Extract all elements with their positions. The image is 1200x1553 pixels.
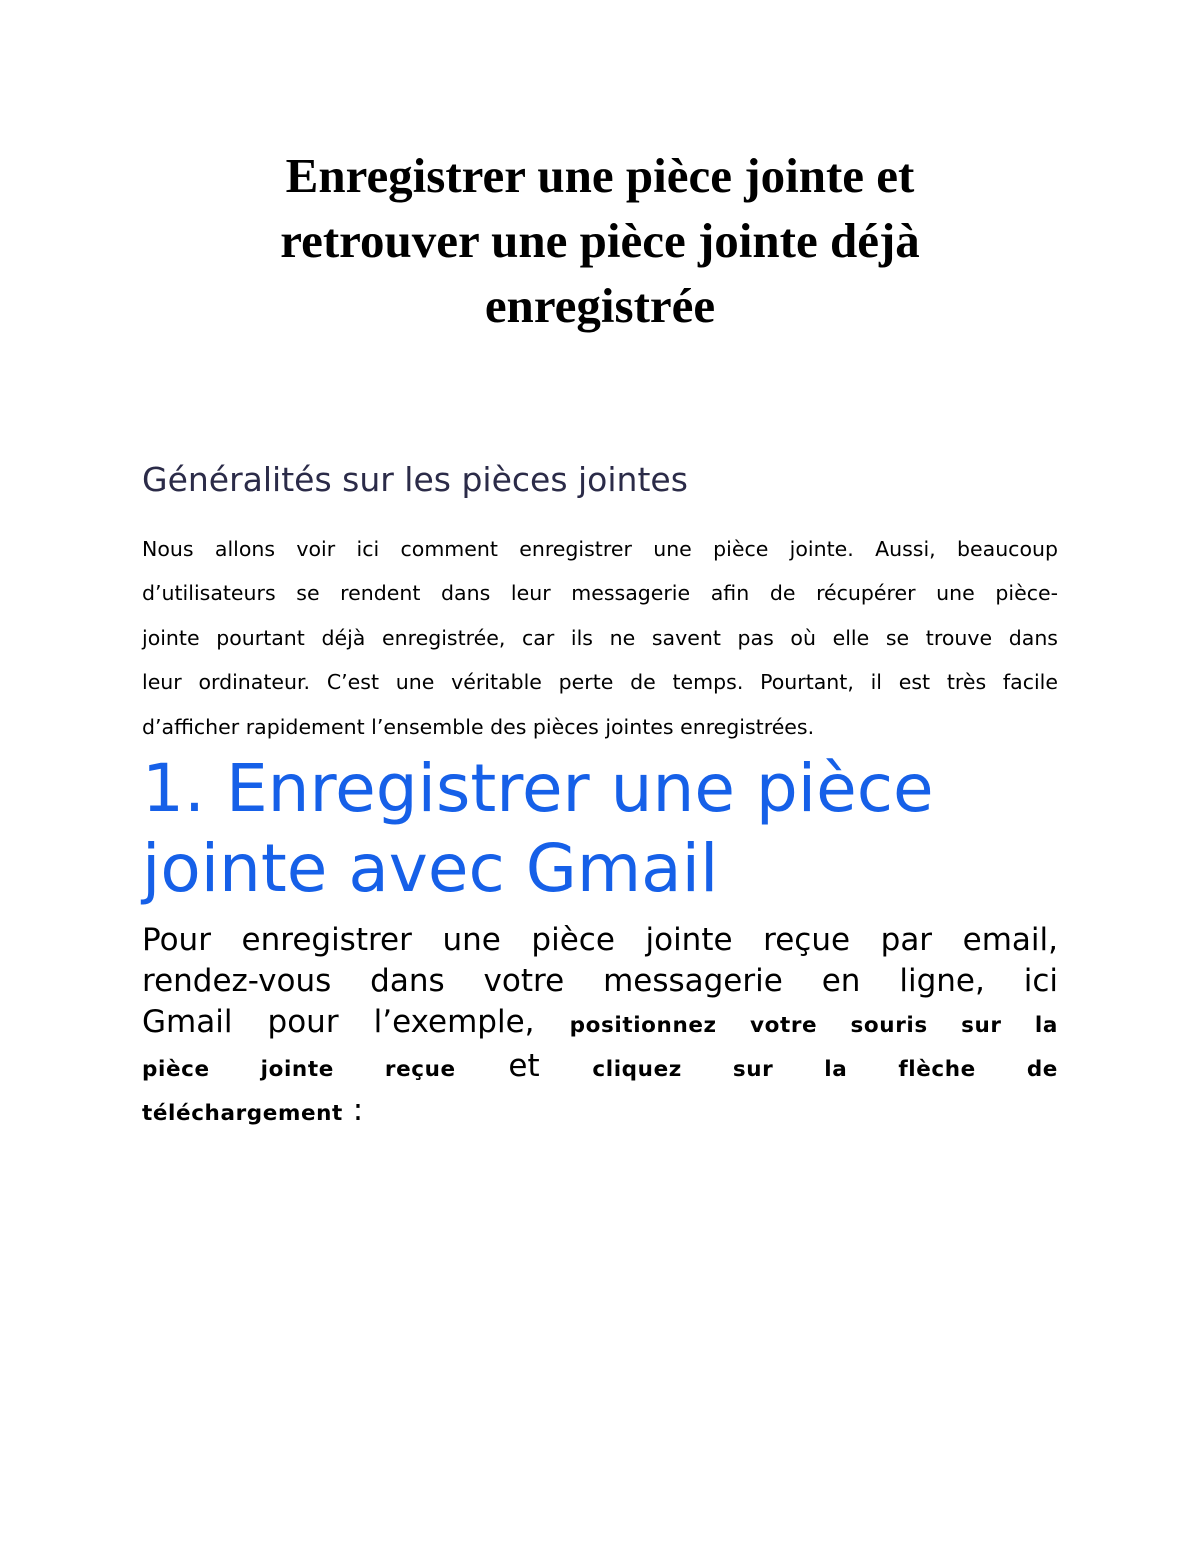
heading-enregistrer-gmail bbox=[142, 749, 1082, 909]
gmail-line-4 bbox=[142, 1046, 1058, 1090]
big-heading-line: 1. Enregistrer une pièce bbox=[142, 750, 934, 827]
gmail-line-3 bbox=[142, 1002, 1058, 1046]
intro-line: jointe pourtant déjà enregistrée, car ils ne savent pas où elle se trouve dans bbox=[142, 625, 1058, 650]
gmail-line-2: rendez-vous dans votre messagerie en ligne, ici bbox=[142, 963, 1058, 999]
gmail-line-1: Pour enregistrer une pièce jointe reçue par email, bbox=[142, 922, 1058, 958]
gmail-line-4-normal: et bbox=[508, 1048, 540, 1084]
gmail-line-4-bold-a: pièce jointe reçue bbox=[142, 1057, 456, 1082]
gmail-line-5-bold: téléchargement bbox=[142, 1101, 343, 1126]
document-title bbox=[200, 143, 1000, 338]
gmail-line-3-normal: Gmail pour l’exemple, bbox=[142, 1004, 535, 1040]
gmail-line-3-bold: positionnez votre souris sur la bbox=[569, 1013, 1058, 1038]
document-title-line: enregistrée bbox=[484, 278, 716, 333]
intro-line: leur ordinateur. C’est une véritable perte de temps. Pourtant, il est très facile bbox=[142, 670, 1058, 695]
intro-line: d’utilisateurs se rendent dans leur messagerie afin de récupérer une pièce- bbox=[142, 581, 1058, 606]
intro-line: Nous allons voir ici comment enregistrer une pièce jointe. Aussi, beaucoup bbox=[142, 537, 1058, 561]
gmail-line-4-bold-b: cliquez sur la flèche de bbox=[592, 1057, 1058, 1082]
document-title-line: Enregistrer une pièce jointe et bbox=[285, 148, 915, 203]
section-heading-generalites: Généralités sur les pièces jointes bbox=[142, 460, 688, 499]
gmail-line-5-normal: : bbox=[342, 1092, 364, 1128]
document-title-line: retrouver une pièce jointe déjà bbox=[280, 213, 920, 268]
gmail-instructions-paragraph bbox=[142, 920, 1058, 1134]
big-heading-line: jointe avec Gmail bbox=[142, 830, 719, 907]
intro-line: d’afficher rapidement l’ensemble des pièces jointes enregistrées. bbox=[142, 714, 815, 739]
gmail-line-5 bbox=[142, 1090, 1058, 1134]
intro-paragraph bbox=[142, 527, 1058, 749]
